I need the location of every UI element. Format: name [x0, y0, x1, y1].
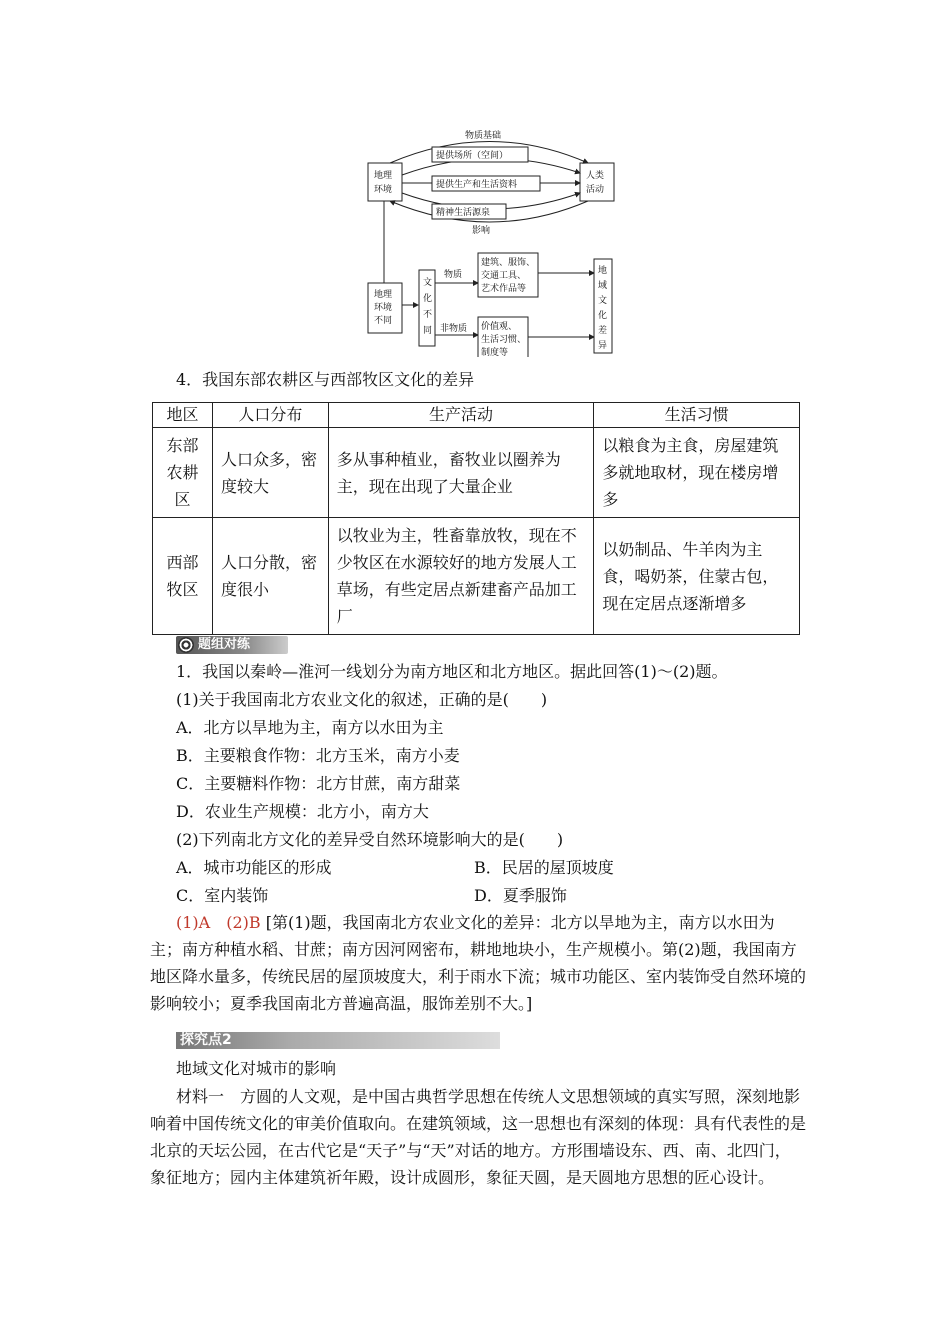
- regional-diff-2: 域: [598, 281, 608, 291]
- human-activity-text-2: 活动: [586, 185, 605, 195]
- non-material-item-2: 生活习惯、: [481, 335, 527, 345]
- sub-question-1: (1)关于我国南北方农业文化的叙述，正确的是( ): [176, 690, 548, 709]
- regional-diff-3: 文: [598, 296, 608, 306]
- human-activity-text-1: 人类: [586, 171, 605, 181]
- explanation-text: [第(1)题，我国南北方农业文化的差异：北方以旱地为主，南方以水田为主；南方种植水稻、甘蔗；南方因河网密布，耕地地块小，生产规模小。第(2)题，我国南方地区降水量多，传统民居的屋顶坡度大，利于雨水下流；城市功能区、室内装饰受自然环境的影响较小；夏季我国南北方普遍高温，服饰差别不大。]: [150, 913, 807, 1013]
- culture-diff-1: 文: [423, 278, 433, 288]
- culture-diff-3: 不: [423, 310, 433, 320]
- provide-resources-label: 提供生产和生活资料: [436, 180, 518, 190]
- spiritual-source-label: 精神生活源泉: [436, 208, 491, 218]
- table-header-row: [153, 403, 800, 428]
- table-cell: 以奶制品、牛羊肉为主食，喝奶茶，住蒙古包，现在定居点逐渐增多: [594, 518, 800, 635]
- material-item-3: 艺术作品等: [481, 284, 527, 294]
- regional-diff-5: 差: [598, 326, 608, 336]
- geo-env-text-1: 地理: [374, 171, 393, 181]
- material-label: 物质: [444, 270, 463, 280]
- target-icon: [178, 637, 194, 653]
- table-header: 人口分布: [212, 403, 328, 428]
- option: A．北方以旱地为主，南方以水田为主: [176, 718, 444, 737]
- table-cell: 东部农耕区: [153, 428, 213, 518]
- question-stem: 1．我国以秦岭—淮河一线划分为南方地区和北方地区。据此回答(1)～(2)题。: [176, 662, 728, 681]
- geo-env-text-2: 环境: [374, 185, 393, 195]
- table-row: [153, 518, 800, 635]
- table-cell: 以粮食为主食，房屋建筑多就地取材，现在楼房增多: [594, 428, 800, 518]
- section4-title: 4．我国东部农耕区与西部牧区文化的差异: [176, 370, 475, 389]
- section2-label: 探究点2: [180, 1032, 232, 1048]
- non-material-label: 非物质: [440, 324, 468, 334]
- influence-label: 影响: [472, 226, 491, 236]
- table-header: 生活习惯: [594, 403, 800, 428]
- provide-space-label: 提供场所（空间）: [436, 151, 509, 161]
- table-header: 生产活动: [328, 403, 594, 428]
- option: C．室内装饰: [176, 886, 269, 905]
- option: D．农业生产规模：北方小，南方大: [176, 802, 429, 821]
- culture-diff-4: 同: [423, 326, 433, 336]
- table-row: [153, 428, 800, 518]
- comparison-table: [152, 402, 800, 635]
- table-header: 地区: [153, 403, 213, 428]
- table-cell: 人口分散，密度很小: [212, 518, 328, 635]
- non-material-item-3: 制度等: [481, 348, 509, 357]
- section2-bar: [176, 1032, 500, 1049]
- answer-label: (1)A (2)B: [176, 913, 261, 932]
- regional-diff-6: 异: [598, 341, 608, 351]
- geography-culture-diagram: [360, 125, 620, 357]
- culture-diff-2: 化: [423, 294, 433, 304]
- geo-env-diff-3: 不同: [374, 316, 393, 326]
- non-material-item-1: 价值观、: [481, 322, 518, 332]
- material-item-1: 建筑、服饰、: [481, 258, 536, 268]
- answer-explanation: [150, 909, 806, 1017]
- table-cell: 西部牧区: [153, 518, 213, 635]
- human-activity-box: [580, 163, 614, 201]
- practice-badge: [176, 636, 288, 654]
- sub-question-2: (2)下列南北方文化的差异受自然环境影响大的是( ): [176, 830, 564, 849]
- option: A．城市功能区的形成: [176, 858, 332, 877]
- material-item-2: 交通工具、: [481, 271, 527, 281]
- section2-title: 地域文化对城市的影响: [176, 1059, 337, 1078]
- option: D．夏季服饰: [474, 886, 567, 905]
- geo-env-diff-2: 环境: [374, 303, 393, 313]
- table-cell: 多从事种植业，畜牧业以圈养为主，现在出现了大量企业: [328, 428, 594, 518]
- geo-env-diff-1: 地理: [374, 290, 393, 300]
- option: B．民居的屋顶坡度: [474, 858, 614, 877]
- option: C．主要糖料作物：北方甘蔗，南方甜菜: [176, 774, 461, 793]
- table-cell: 以牧业为主，牲畜靠放牧，现在不少牧区在水源较好的地方发展人工草场，有些定居点新建畜产品加工厂: [328, 518, 594, 635]
- material-one: 材料一 方圆的人文观，是中国古典哲学思想在传统人文思想领域的真实写照，深刻地影响着中国传统文化的审美价值取向。在建筑领域，这一思想也有深刻的体现：具有代表性的是北京的天坛公园，在古代它是“天子”与“天”对话的地方。方形围墙设东、西、南、北四门，象征地方；园内主体建筑祈年殿，设计成圆形，象征天圆，是天圆地方思想的匠心设计。: [150, 1087, 807, 1187]
- option: B．主要粮食作物：北方玉米，南方小麦: [176, 746, 460, 765]
- regional-diff-1: 地: [598, 266, 608, 276]
- practice-badge-label: 题组对练: [198, 637, 251, 652]
- table-cell: 人口众多，密度较大: [212, 428, 328, 518]
- geo-env-box: [368, 163, 402, 201]
- regional-diff-4: 化: [598, 311, 608, 321]
- material-base-label: 物质基础: [465, 131, 502, 141]
